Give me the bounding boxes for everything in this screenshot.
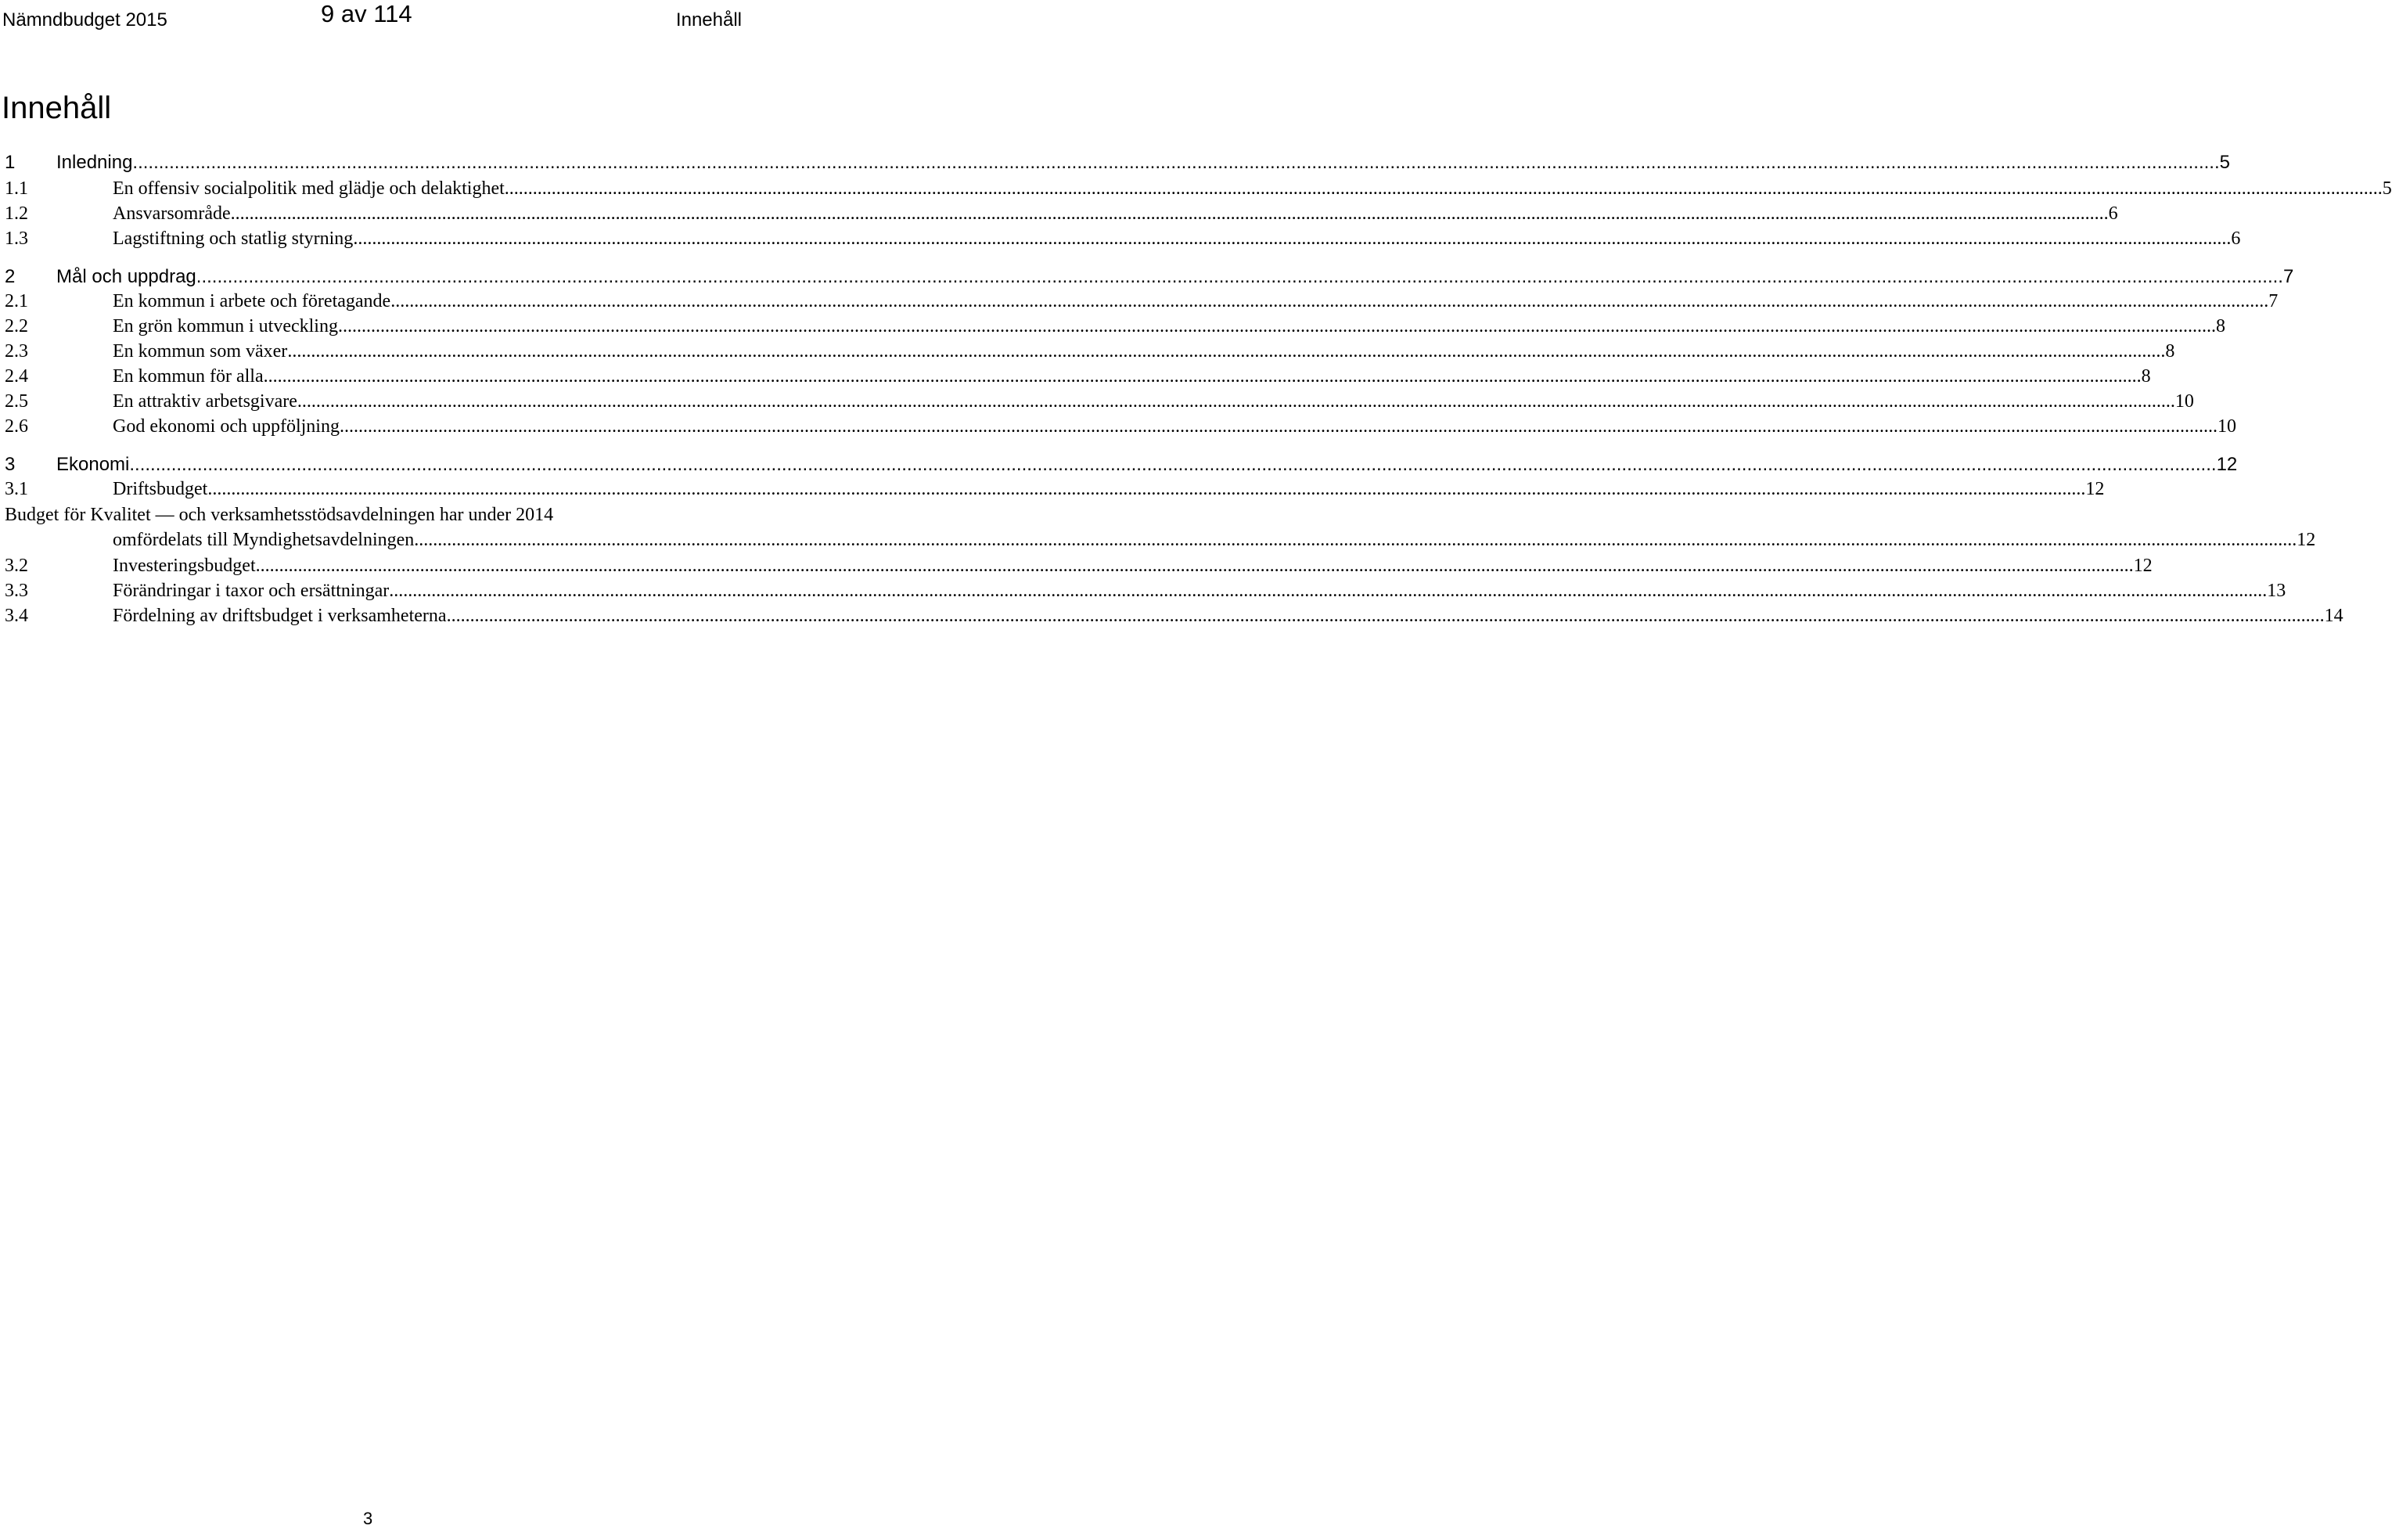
toc-entry-number: 2.4 <box>5 366 28 387</box>
toc-entry-leader <box>113 203 2118 225</box>
toc-entry-label: Förändringar i taxor och ersättningar <box>113 581 390 601</box>
toc-entry-label: En kommun för alla <box>113 366 264 387</box>
toc-entry-number: 1.2 <box>5 203 28 224</box>
toc-entry[interactable] <box>0 178 2392 203</box>
toc-entry-number: 2.3 <box>5 341 28 362</box>
toc-entry-label: En grön kommun i utveckling <box>113 316 338 336</box>
toc-entry-number: 1.1 <box>5 178 28 199</box>
toc-entry-number: 2.2 <box>5 316 28 336</box>
toc-dot-leader: ................................................................................................................................................................................................................................................................................................................................................................................................................ <box>297 391 2175 412</box>
toc-dot-leader: ................................................................................................................................................................................................................................................................................................................................................................................................................ <box>230 203 2109 224</box>
toc-entry[interactable] <box>0 203 2118 228</box>
toc-entry[interactable] <box>0 479 2105 504</box>
toc-entry-label: Lagstiftning och statlig styrning <box>113 228 354 249</box>
toc-dot-leader: ................................................................................................................................................................................................................................................................................................................................................................................................................ <box>339 416 2218 437</box>
toc-dot-leader: ................................................................................................................................................................................................................................................................................................................................................................................................................ <box>132 152 2220 173</box>
toc-entry-page: 10 <box>2174 391 2194 412</box>
toc-entry-page: 5 <box>2382 178 2392 199</box>
toc-entry-leader <box>113 416 2236 437</box>
toc-entry[interactable] <box>0 391 2194 416</box>
toc-entry-leader <box>113 581 2286 602</box>
toc-entry[interactable] <box>0 341 2175 366</box>
toc-entry-number: 1.3 <box>5 228 28 249</box>
toc-entry-label: En kommun i arbete och företagande <box>113 291 391 311</box>
toc-entry[interactable] <box>0 316 2225 341</box>
toc-entry-leader <box>113 391 2194 412</box>
toc-entry-label: En attraktiv arbetsgivare <box>113 391 297 412</box>
toc-dot-leader: ................................................................................................................................................................................................................................................................................................................................................................................................................ <box>207 479 2086 499</box>
toc-dot-leader: ................................................................................................................................................................................................................................................................................................................................................................................................................ <box>353 228 2232 249</box>
toc-entry-leader <box>56 454 2238 476</box>
toc-entry-number: 2 <box>5 266 16 287</box>
toc-entry-leader <box>113 366 2151 387</box>
toc-entry-leader <box>113 178 2392 200</box>
toc-entry[interactable] <box>0 454 2238 479</box>
toc-entry-number: 2.1 <box>5 291 28 311</box>
toc-entry-number: 3.3 <box>5 581 28 601</box>
toc-dot-leader: ................................................................................................................................................................................................................................................................................................................................................................................................................ <box>337 316 2216 336</box>
header-page-counter: 9 av 114 <box>321 0 412 27</box>
toc-entry-page: 14 <box>2324 606 2343 626</box>
toc-entry[interactable] <box>0 505 751 530</box>
toc-entry[interactable] <box>0 152 2230 177</box>
toc-entry-label: En offensiv socialpolitik med glädje och delaktighet <box>113 178 505 199</box>
toc-entry-page: 8 <box>2165 341 2175 362</box>
toc-heading: Innehåll <box>2 91 112 125</box>
toc-entry-page: 12 <box>2133 556 2153 576</box>
toc-entry-label: Budget för Kvalitet — och verksamhetsstödsavdelningen har under 2014 <box>5 505 554 525</box>
toc-entry[interactable] <box>0 530 2316 555</box>
toc-dot-leader: ................................................................................................................................................................................................................................................................................................................................................................................................................ <box>419 530 2297 550</box>
toc-entry-number: 2.6 <box>5 416 28 437</box>
toc-entry-number: 3.2 <box>5 556 28 576</box>
toc-entry-label: Ansvarsområde <box>113 203 231 224</box>
toc-entry-page: 12 <box>2085 479 2105 499</box>
toc-dot-leader: ................................................................................................................................................................................................................................................................................................................................................................................................................ <box>255 556 2134 576</box>
toc-entry-page: 7 <box>2282 266 2294 287</box>
toc-entry[interactable] <box>0 228 2241 254</box>
toc-entry[interactable] <box>0 291 2279 316</box>
toc-entry-page: 6 <box>2231 228 2241 249</box>
toc-entry-number: 3 <box>5 454 16 475</box>
toc-entry-number: 3.1 <box>5 479 28 499</box>
toc-entry-page: 5 <box>2219 152 2230 173</box>
page-header <box>0 0 751 44</box>
toc-entry-label: Ekonomi <box>56 454 130 475</box>
toc-dot-leader: ................................................................................................................................................................................................................................................................................................................................................................................................................ <box>446 606 2325 626</box>
footer-page-number: 3 <box>363 1509 373 1528</box>
toc-entry-label: God ekonomi och uppföljning <box>113 416 340 437</box>
toc-dot-leader: ................................................................................................................................................................................................................................................................................................................................................................................................................ <box>196 266 2283 287</box>
toc-entry-page: 12 <box>2297 530 2316 550</box>
toc-entry-label: omfördelats till Myndighetsavdelningen. <box>113 530 419 550</box>
toc-entry-leader <box>56 266 2294 288</box>
toc-dot-leader: ................................................................................................................................................................................................................................................................................................................................................................................................................ <box>263 366 2142 387</box>
toc-dot-leader: ................................................................................................................................................................................................................................................................................................................................................................................................................ <box>504 178 2383 199</box>
toc-dot-leader: ................................................................................................................................................................................................................................................................................................................................................................................................................ <box>129 454 2217 475</box>
toc-entry[interactable] <box>0 266 2294 291</box>
toc-entry-page: 7 <box>2268 291 2279 311</box>
toc-entry-number: 1 <box>5 152 16 173</box>
toc-entry-leader <box>5 505 743 526</box>
toc-entry-label: En kommun som växer <box>113 341 288 362</box>
toc-entry-label: Driftsbudget <box>113 479 208 499</box>
toc-entry[interactable] <box>0 366 2151 391</box>
toc-entry[interactable] <box>0 556 2153 581</box>
toc-entry[interactable] <box>0 416 2236 441</box>
toc-entry-leader <box>113 341 2175 362</box>
toc-entry-page: 12 <box>2216 454 2238 475</box>
toc-entry-page: 8 <box>2215 316 2225 336</box>
toc-entry-leader <box>113 479 2105 500</box>
toc-entry-page: 10 <box>2217 416 2236 437</box>
toc-entry[interactable] <box>0 606 2343 631</box>
toc-entry-page: 13 <box>2267 581 2286 601</box>
toc-entry-label: Fördelning av driftsbudget i verksamheterna <box>113 606 447 626</box>
toc-entry-page: 8 <box>2141 366 2151 387</box>
toc-entry-leader <box>113 606 2343 627</box>
toc-entry-leader <box>113 291 2279 312</box>
toc-dot-leader: ................................................................................................................................................................................................................................................................................................................................................................................................................ <box>389 581 2268 601</box>
toc-entry-number: 2.5 <box>5 391 28 412</box>
toc-entry[interactable] <box>0 581 2286 606</box>
header-document-title: Nämndbudget 2015 <box>2 9 167 31</box>
toc-entry-label: Inledning <box>56 152 133 173</box>
toc-entry-number: 3.4 <box>5 606 28 626</box>
toc-dot-leader: ................................................................................................................................................................................................................................................................................................................................................................................................................ <box>287 341 2166 362</box>
toc-entry-leader <box>113 556 2153 577</box>
toc-entry-label: Investeringsbudget <box>113 556 256 576</box>
toc-entry-label: Mål och uppdrag <box>56 266 196 287</box>
toc-entry-leader <box>113 228 2241 250</box>
toc-entry-page: 6 <box>2108 203 2118 224</box>
toc-entry-leader <box>113 530 2316 551</box>
toc-dot-leader: ................................................................................................................................................................................................................................................................................................................................................................................................................ <box>390 291 2269 311</box>
toc-entry-leader <box>113 316 2225 337</box>
header-section-name: Innehåll <box>675 9 742 31</box>
toc-entry-leader <box>56 152 2230 174</box>
